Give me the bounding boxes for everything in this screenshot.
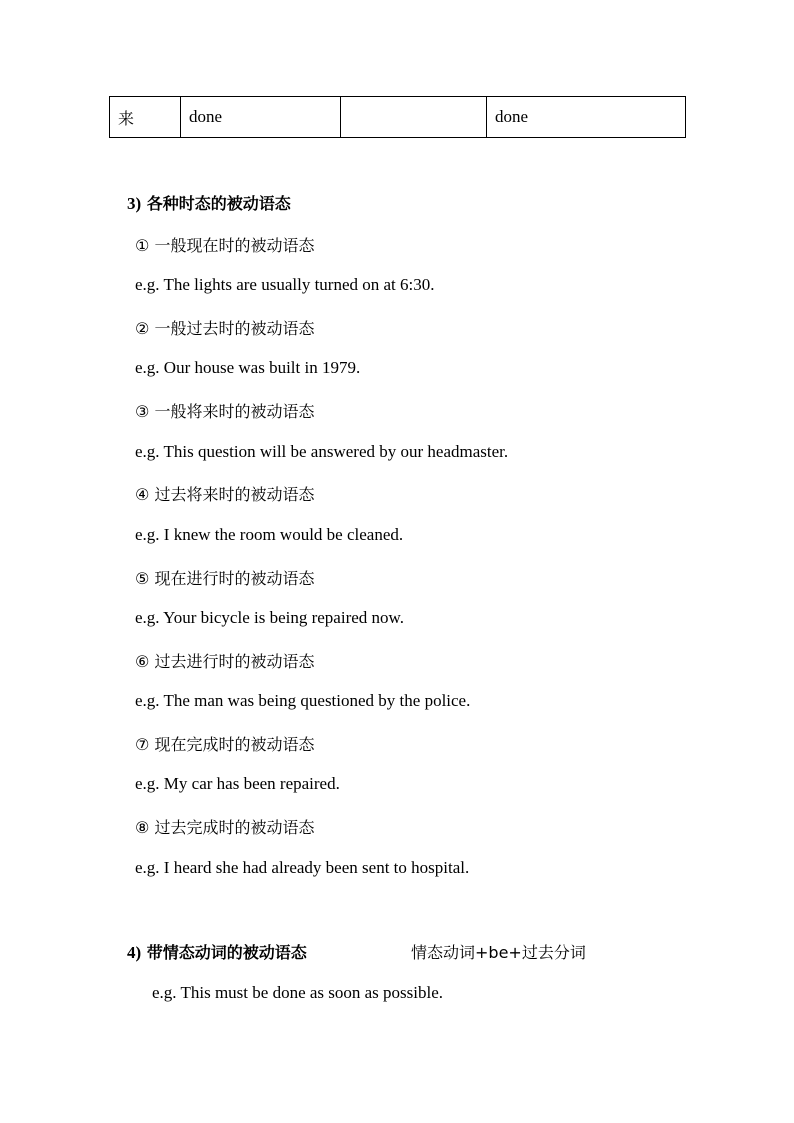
item-marker: ① <box>135 236 150 255</box>
section-4-heading <box>127 940 307 963</box>
formula: 情态动词+be+过去分词 <box>411 943 586 962</box>
conjugation-table <box>109 96 686 138</box>
example-sentence: e.g. I heard she had already been sent to hospital. <box>135 858 470 877</box>
tense-label <box>135 566 314 589</box>
section-title: 带情态动词的被动语态 <box>146 943 307 962</box>
tense-name: 现在完成时的被动语态 <box>154 735 315 754</box>
example-sentence: e.g. This question will be answered by our headmaster. <box>135 442 509 461</box>
tense-label <box>135 732 314 755</box>
example-sentence: e.g. My car has been repaired. <box>135 774 340 793</box>
tense-label <box>135 815 314 838</box>
tense-name: 一般现在时的被动语态 <box>154 236 315 255</box>
item-marker: ⑦ <box>135 735 150 754</box>
example-sentence: e.g. I knew the room would be cleaned. <box>135 525 404 544</box>
table-row <box>110 97 686 138</box>
tense-name: 过去将来时的被动语态 <box>154 485 315 504</box>
section-3-heading <box>127 191 291 214</box>
tense-name: 过去完成时的被动语态 <box>154 818 315 837</box>
item-marker: ③ <box>135 402 150 421</box>
example-sentence: e.g. The man was being questioned by the police. <box>135 691 471 710</box>
item-marker: ⑥ <box>135 652 150 671</box>
item-marker: ④ <box>135 485 150 504</box>
section-number: 3) <box>127 194 142 213</box>
tense-label <box>135 233 314 256</box>
tense-label <box>135 316 314 339</box>
tense-label <box>135 399 314 422</box>
tense-name: 过去进行时的被动语态 <box>154 652 315 671</box>
tense-name: 现在进行时的被动语态 <box>154 569 315 588</box>
example-sentence: e.g. This must be done as soon as possible. <box>152 983 444 1002</box>
section-title: 各种时态的被动语态 <box>146 194 291 213</box>
item-marker: ⑧ <box>135 818 150 837</box>
tense-label <box>135 649 314 672</box>
table-cell: 来 <box>110 97 181 138</box>
table-cell <box>341 97 487 138</box>
example-sentence: e.g. Your bicycle is being repaired now. <box>135 608 404 627</box>
table-cell: done <box>487 97 686 138</box>
tense-name: 一般过去时的被动语态 <box>154 319 315 338</box>
example-sentence: e.g. Our house was built in 1979. <box>135 358 361 377</box>
item-marker: ⑤ <box>135 569 150 588</box>
tense-label <box>135 482 314 505</box>
section-number: 4) <box>127 943 142 962</box>
example-sentence: e.g. The lights are usually turned on at 6:30. <box>135 275 435 294</box>
table-cell: done <box>181 97 341 138</box>
tense-name: 一般将来时的被动语态 <box>154 402 315 421</box>
item-marker: ② <box>135 319 150 338</box>
